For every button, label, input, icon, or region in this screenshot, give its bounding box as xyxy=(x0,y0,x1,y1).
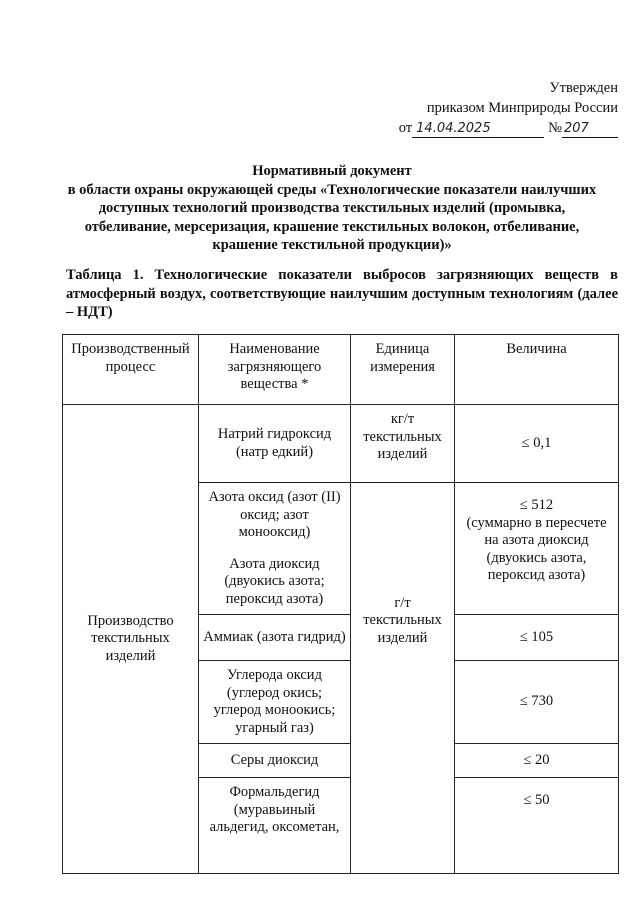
document-title xyxy=(40,162,624,255)
table-row xyxy=(63,405,619,483)
value-cell xyxy=(455,483,619,615)
value-cell: ≤ 20 xyxy=(455,744,619,778)
title-line-4: отбеливание, мерсеризация, крашение текстильных волокон, отбеливание, xyxy=(84,218,580,235)
substance-cell xyxy=(199,483,351,615)
emissions-table xyxy=(62,334,619,874)
unit-cell: кг/т текстильных изделий xyxy=(351,405,455,483)
date-prefix: от xyxy=(398,120,413,136)
approval-date-line xyxy=(399,118,618,138)
handwritten-number: 207 xyxy=(562,121,618,138)
substance-cell: Углерода оксид (углерод окись; углерод моноокись; угарный газ) xyxy=(199,661,351,744)
header-substance: Наименование загрязняющего вещества * xyxy=(199,335,351,405)
substance-nitrogen-oxide: Азота оксид (азот (II) оксид; азот монооксид) xyxy=(208,489,341,540)
substance-cell: Серы диоксид xyxy=(199,744,351,778)
value-note: (суммарно в пересчете на азота диоксид (двуокись азота, пероксид азота) xyxy=(466,514,607,583)
approval-status: Утвержден xyxy=(549,80,618,96)
header-value: Величина xyxy=(455,335,619,405)
header-unit: Единица измерения xyxy=(351,335,455,405)
table-header-row xyxy=(63,335,619,405)
title-line-2: в области охраны окружающей среды «Технологические показатели наилучших xyxy=(67,181,597,198)
header-process: Производственный процесс xyxy=(63,335,199,405)
value-cell: ≤ 0,1 xyxy=(455,405,619,483)
title-line-1: Нормативный документ xyxy=(252,163,412,179)
value-cell: ≤ 105 xyxy=(455,615,619,661)
table-caption: Таблица 1. Технологические показатели выбросов загрязняющих веществ в атмосферный воздух, соответствующие наилучшим доступным технологиям (далее – НДТ) xyxy=(66,267,618,320)
substance-cell: Натрий гидроксид (натр едкий) xyxy=(199,405,351,483)
value-main: ≤ 512 xyxy=(519,497,554,513)
title-line-3: доступных технологий производства текстильных изделий (промывка, xyxy=(98,200,566,216)
substance-nitrogen-dioxide: Азота диоксид (двуокись азота; пероксид азота) xyxy=(224,555,325,607)
handwritten-date: 14.04.2025 xyxy=(412,121,544,138)
unit-cell: г/т текстильных изделий xyxy=(351,483,455,874)
title-line-5: крашение текстильной продукции)» xyxy=(212,237,452,253)
value-cell: ≤ 730 xyxy=(455,661,619,744)
substance-cell: Аммиак (азота гидрид) xyxy=(199,615,351,661)
approval-block xyxy=(399,78,618,138)
substance-cell: Формальдегид (муравьиный альдегид, оксометан, xyxy=(199,778,351,874)
number-prefix: № xyxy=(548,120,562,136)
process-cell: Производство текстильных изделий xyxy=(63,405,199,874)
approval-order: приказом Минприроды России xyxy=(426,100,618,116)
value-cell: ≤ 50 xyxy=(455,778,619,874)
